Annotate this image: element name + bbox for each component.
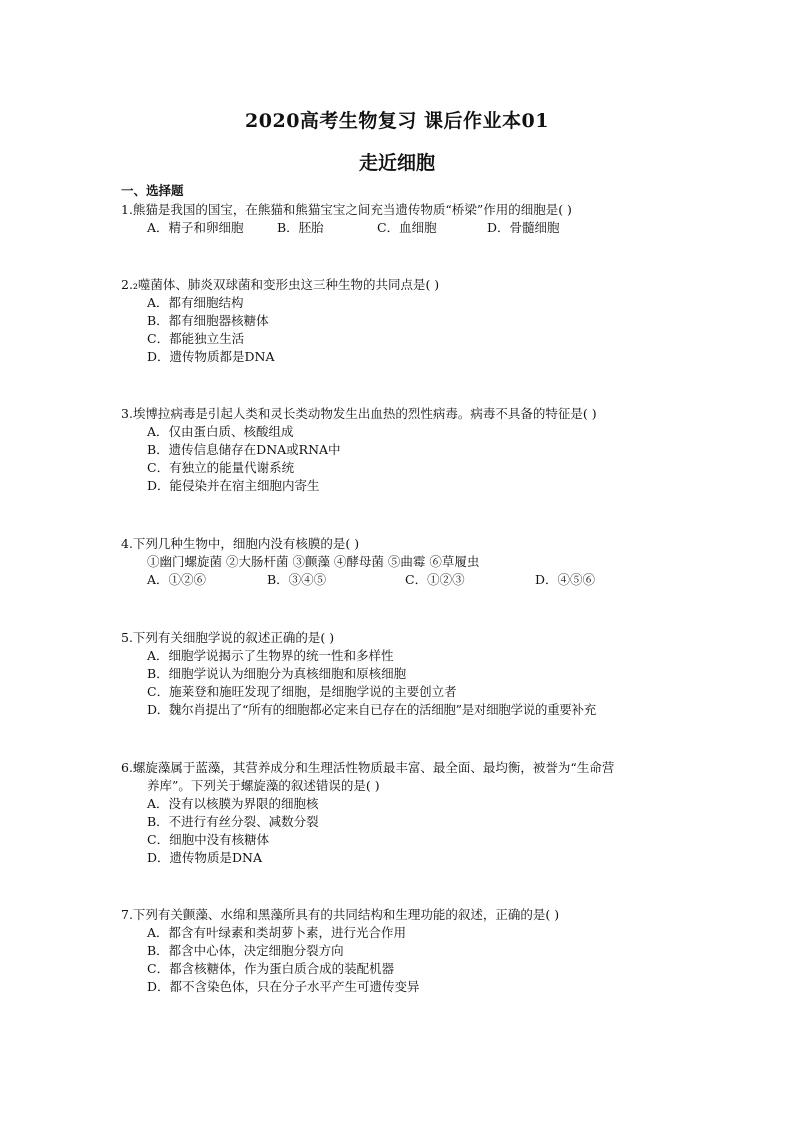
question-5: [121, 629, 681, 719]
option-a: A．都有细胞结构: [147, 295, 244, 310]
option-b: B．细胞学说认为细胞分为真核细胞和原核细胞: [147, 666, 407, 681]
question-6: [121, 759, 681, 867]
option-a: A．仅由蛋白质、核酸组成: [147, 424, 294, 439]
option-c: C．①②③: [405, 572, 465, 587]
option-d: D．都不含染色体，只在分子水平产生可遗传变异: [147, 979, 420, 994]
question-1: [121, 201, 681, 237]
option-c: C．血细胞: [377, 220, 437, 235]
question-stem: 7.下列有关颤藻、水绵和黑藻所具有的共同结构和生理功能的叙述，正确的是( ): [121, 907, 560, 922]
page-title: 2020高考生物复习 课后作业本01: [245, 110, 549, 132]
option-a: A．都含有叶绿素和类胡萝卜素，进行光合作用: [147, 925, 407, 940]
option-b: B．都有细胞器核糖体: [147, 313, 269, 328]
option-d: D．能侵染并在宿主细胞内寄生: [147, 478, 320, 493]
option-b: B．都含中心体，决定细胞分裂方向: [147, 943, 344, 958]
option-b: B．遗传信息储存在DNA或RNA中: [147, 442, 341, 457]
question-stem: 4.下列几种生物中，细胞内没有核膜的是( ): [121, 536, 360, 551]
question-stem: 2.₂噬菌体、肺炎双球菌和变形虫这三种生物的共同点是( ): [121, 277, 440, 292]
option-b: B．③④⑤: [267, 572, 327, 587]
option-a: A．精子和卵细胞: [147, 220, 244, 235]
page-subtitle: 走近细胞: [358, 152, 435, 174]
option-c: C．都能独立生活: [147, 331, 245, 346]
option-c: C．细胞中没有核糖体: [147, 832, 270, 847]
question-stem-continued: 养库”。下列关于螺旋藻的叙述错误的是( ): [147, 778, 380, 793]
organism-list: ①幽门螺旋菌 ②大肠杆菌 ③颤藻 ④酵母菌 ⑤曲霉 ⑥草履虫: [147, 554, 480, 569]
question-2: [121, 276, 681, 366]
option-b: B．不进行有丝分裂、减数分裂: [147, 814, 319, 829]
question-4: [121, 535, 681, 589]
option-d: D．遗传物质是DNA: [147, 850, 263, 865]
question-stem: 5.下列有关细胞学说的叙述正确的是( ): [121, 630, 335, 645]
question-stem: 6.螺旋藻属于蓝藻，其营养成分和生理活性物质最丰富、最全面、最均衡，被誉为“生命营: [121, 760, 615, 775]
question-7: [121, 906, 681, 996]
option-c: C．有独立的能量代谢系统: [147, 460, 295, 475]
question-3: [121, 405, 681, 495]
options-row: [121, 571, 681, 589]
option-d: D．遗传物质都是DNA: [147, 349, 275, 364]
options-row: [121, 219, 681, 237]
option-d: D．骨髓细胞: [487, 220, 560, 235]
question-stem: 3.埃博拉病毒是引起人类和灵长类动物发生出血热的烈性病毒。病毒不具备的特征是( ): [121, 406, 597, 421]
option-a: A．细胞学说揭示了生物界的统一性和多样性: [147, 648, 394, 663]
option-d: D．魏尔肖提出了“所有的细胞都必定来自已存在的活细胞”是对细胞学说的重要补充: [147, 702, 596, 717]
option-a: A．①②⑥: [147, 572, 207, 587]
option-a: A．没有以核膜为界限的细胞核: [147, 796, 319, 811]
section-heading: 一、选择题: [121, 183, 184, 198]
question-stem: 1.熊猫是我国的国宝，在熊猫和熊猫宝宝之间充当遗传物质“桥梁”作用的细胞是( ): [121, 202, 572, 217]
option-c: C．施莱登和施旺发现了细胞，是细胞学说的主要创立者: [147, 684, 457, 699]
option-d: D．④⑤⑥: [535, 572, 596, 587]
option-b: B．胚胎: [277, 220, 324, 235]
option-c: C．都含核糖体，作为蛋白质合成的装配机器: [147, 961, 395, 976]
